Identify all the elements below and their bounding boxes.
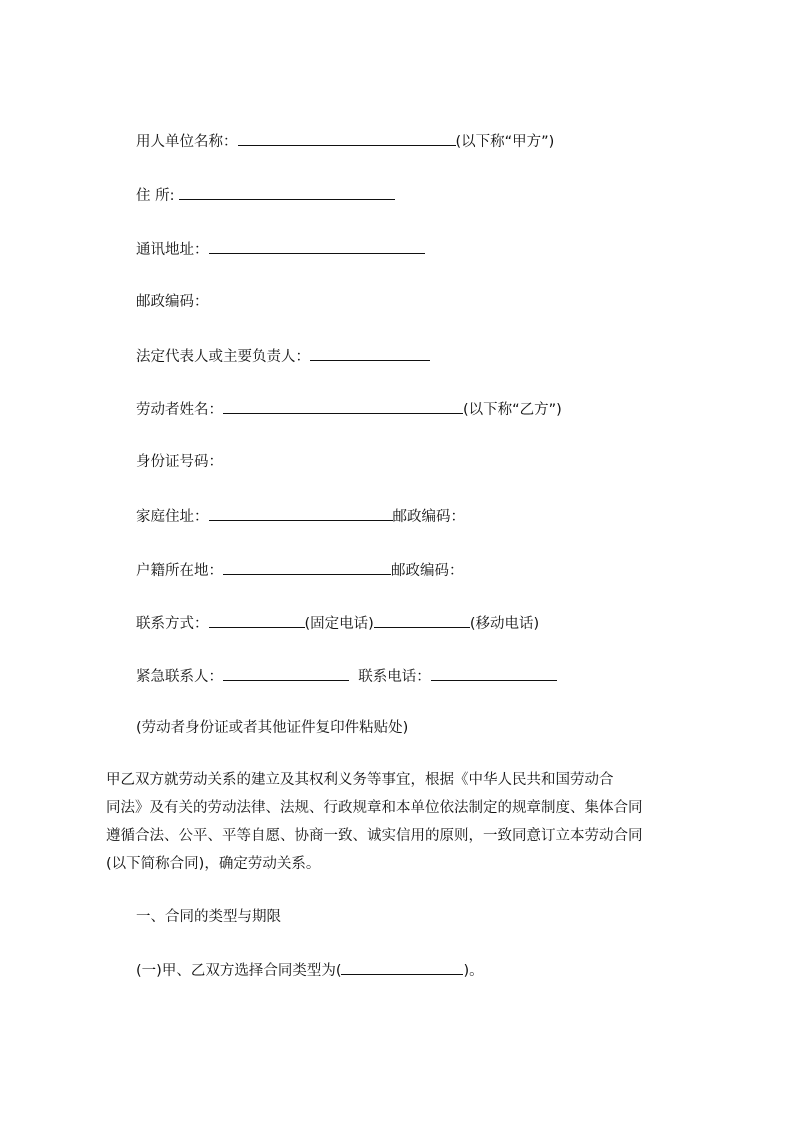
employer-name-label: 用人单位名称： [136, 134, 238, 150]
mailing-address-blank[interactable] [209, 237, 425, 254]
postal-code-line [136, 291, 209, 313]
preamble-line: 甲乙双方就劳动关系的建立及其权利义务等事宜，根据《中华人民共和国劳动合 [106, 772, 614, 788]
mobile-blank[interactable] [374, 611, 470, 628]
contact-line [136, 611, 539, 633]
landline-suffix: (固定电话) [304, 616, 374, 632]
landline-blank[interactable] [209, 611, 305, 628]
emergency-phone-blank[interactable] [431, 664, 557, 681]
address-line [136, 183, 395, 205]
address-blank[interactable] [179, 183, 395, 200]
household-reg-postal-label: 邮政编码： [391, 563, 464, 579]
worker-name-blank[interactable] [223, 397, 463, 414]
address-label: 住 所: [136, 188, 175, 204]
postal-code-label: 邮政编码： [136, 294, 209, 310]
contract-type-line [136, 958, 484, 980]
emergency-contact-blank[interactable] [223, 664, 349, 681]
worker-name-line [136, 397, 562, 419]
id-number-line [136, 451, 223, 473]
contract-type-blank[interactable] [341, 958, 463, 975]
home-address-postal-label: 邮政编码： [392, 509, 465, 525]
emergency-line [136, 664, 557, 686]
employer-name-blank[interactable] [238, 129, 456, 146]
worker-name-label: 劳动者姓名： [136, 402, 223, 418]
mailing-address-line [136, 237, 425, 259]
contract-type-suffix: )。 [463, 963, 484, 979]
home-address-blank[interactable] [209, 504, 393, 521]
preamble-paragraph [106, 766, 698, 878]
legal-rep-line [136, 344, 430, 366]
emergency-phone-label: 联系电话： [358, 669, 431, 685]
household-reg-line [136, 558, 464, 580]
legal-rep-label: 法定代表人或主要负责人： [136, 349, 310, 365]
id-number-label: 身份证号码： [136, 454, 223, 470]
preamble-line: (以下简称合同)，确定劳动关系。 [106, 856, 321, 872]
household-reg-label: 户籍所在地： [136, 563, 223, 579]
household-reg-blank[interactable] [223, 558, 391, 575]
emergency-contact-label: 紧急联系人： [136, 669, 223, 685]
mailing-address-label: 通讯地址： [136, 242, 209, 258]
mobile-suffix: (移动电话) [469, 616, 540, 632]
legal-rep-blank[interactable] [310, 344, 430, 361]
home-address-line [136, 504, 465, 526]
employer-name-suffix: (以下称“甲方”) [455, 134, 555, 150]
contact-label: 联系方式： [136, 616, 209, 632]
home-address-label: 家庭住址： [136, 509, 209, 525]
employer-name-line [136, 129, 554, 151]
preamble-line: 遵循合法、公平、平等自愿、协商一致、诚实信用的原则，一致同意订立本劳动合同 [106, 828, 643, 844]
preamble-line: 同法》及有关的劳动法律、法规、行政规章和本单位依法制定的规章制度、集体合同 [106, 800, 643, 816]
contract-type-prefix: (一)甲、乙双方选择合同类型为( [136, 963, 342, 979]
worker-name-suffix: (以下称“乙方”) [463, 402, 562, 418]
id-copy-note: (劳动者身份证或者其他证件复印件粘贴处) [136, 720, 409, 736]
section-heading: 一、合同的类型与期限 [136, 909, 281, 925]
